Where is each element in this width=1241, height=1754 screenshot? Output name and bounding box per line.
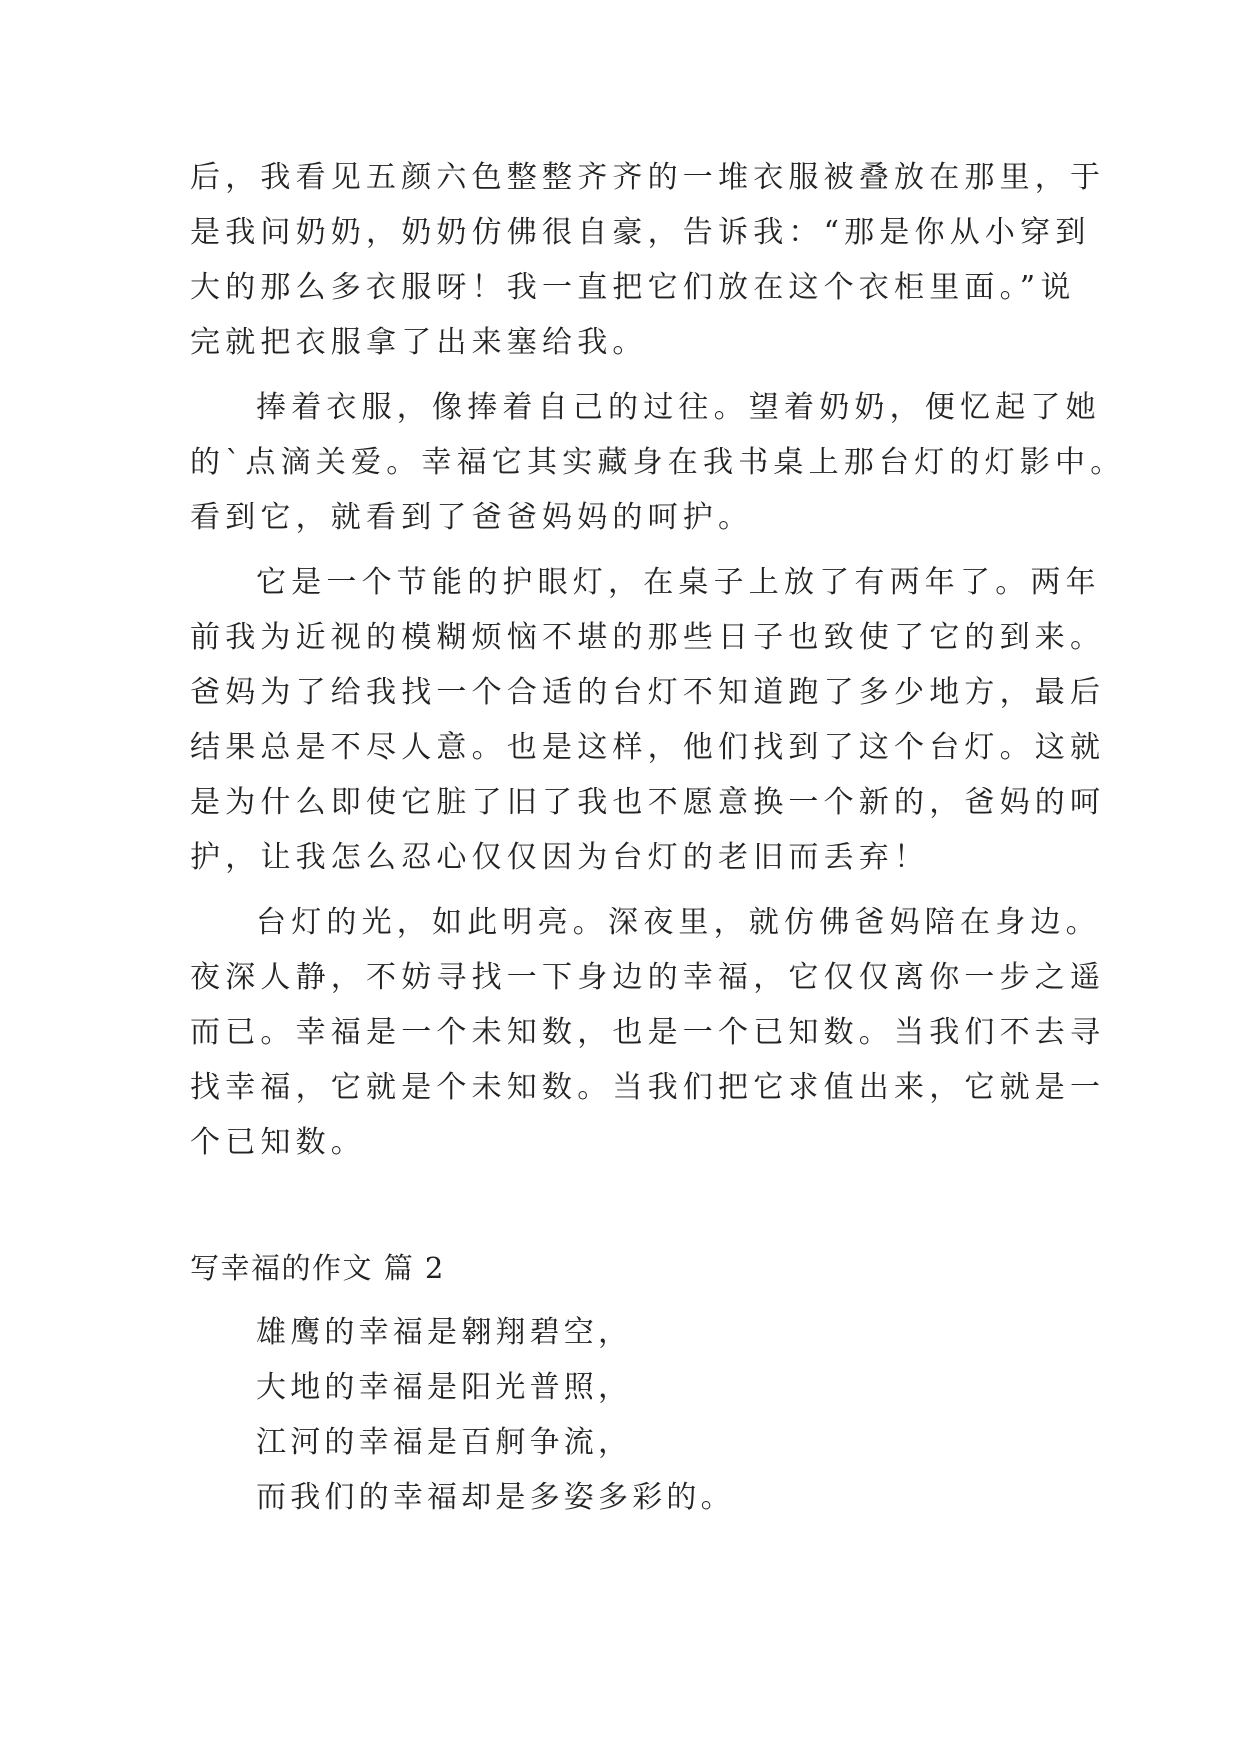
- body-line: 是为什么即使它脏了旧了我也不愿意换一个新的，爸妈的呵: [190, 785, 1106, 820]
- body-line: 而已。幸福是一个未知数，也是一个已知数。当我们不去寻: [190, 1015, 1106, 1050]
- poem-line: 大地的幸福是阳光普照，: [256, 1370, 633, 1405]
- poem-line: 而我们的幸福却是多姿多彩的。: [256, 1480, 735, 1515]
- body-line: 捧着衣服，像捧着自己的过往。望着奶奶，便忆起了她: [256, 390, 1101, 425]
- body-line: 护，让我怎么忍心仅仅因为台灯的老旧而丢弃！: [190, 840, 930, 875]
- body-line: 夜深人静，不妨寻找一下身边的幸福，它仅仅离你一步之遥: [190, 960, 1106, 995]
- poem-line: 江河的幸福是百舸争流，: [256, 1425, 633, 1460]
- body-line: 找幸福，它就是个未知数。当我们把它求值出来，它就是一: [190, 1070, 1106, 1105]
- body-line: 是我问奶奶，奶奶仿佛很自豪，告诉我：“那是你从小穿到: [190, 215, 1091, 250]
- body-line: 后，我看见五颜六色整整齐齐的一堆衣服被叠放在那里，于: [190, 160, 1106, 195]
- body-line: 它是一个节能的护眼灯，在桌子上放了有两年了。两年: [256, 565, 1101, 600]
- body-line: 结果总是不尽人意。也是这样，他们找到了这个台灯。这就: [190, 730, 1106, 765]
- body-line: 的`点滴关爱。幸福它其实藏身在我书桌上那台灯的灯影中。: [190, 445, 1126, 480]
- body-line: 完就把衣服拿了出来塞给我。: [190, 325, 648, 360]
- body-line: 个已知数。: [190, 1125, 366, 1160]
- body-line: 前我为近视的模糊烦恼不堪的那些日子也致使了它的到来。: [190, 620, 1106, 655]
- body-line: 看到它，就看到了爸爸妈妈的呵护。: [190, 500, 754, 535]
- body-line: 爸妈为了给我找一个合适的台灯不知道跑了多少地方，最后: [190, 675, 1106, 710]
- poem-line: 雄鹰的幸福是翱翔碧空，: [256, 1315, 633, 1350]
- section-heading: 写幸福的作文 篇 2: [190, 1251, 445, 1285]
- body-line: 大的那么多衣服呀！我一直把它们放在这个衣柜里面。”说: [190, 270, 1076, 305]
- body-line: 台灯的光，如此明亮。深夜里，就仿佛爸妈陪在身边。: [256, 905, 1101, 940]
